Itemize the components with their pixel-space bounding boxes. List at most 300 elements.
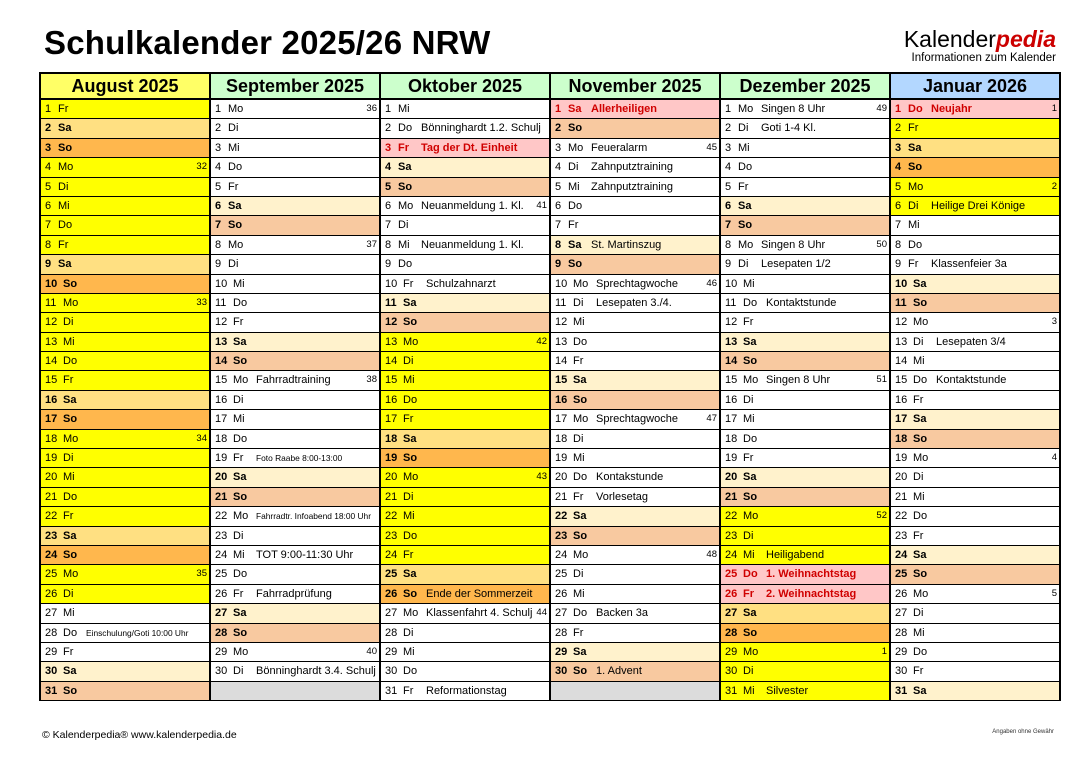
day-row [41, 216, 209, 235]
day-number: 4 [895, 161, 902, 174]
day-number: 18 [555, 432, 568, 445]
day-number: 25 [215, 568, 228, 581]
day-number: 23 [555, 529, 568, 542]
weekday: Fr [233, 452, 244, 465]
day-label [385, 391, 417, 409]
day-row [551, 468, 719, 487]
day-number: 4 [555, 161, 562, 174]
day-number: 3 [895, 141, 902, 154]
day-label [385, 197, 413, 215]
day-row [41, 139, 209, 158]
weekday: Mi [63, 471, 75, 484]
day-row [41, 546, 209, 565]
day-number: 27 [895, 607, 908, 620]
day-label [45, 624, 77, 642]
event-label: Zahnputztraining [591, 180, 673, 193]
day-row [721, 604, 889, 623]
day-row [41, 255, 209, 274]
weekday: Mi [743, 548, 755, 561]
month-column [211, 74, 381, 701]
day-row [551, 275, 719, 294]
day-label [45, 313, 73, 331]
day-number: 9 [895, 258, 902, 271]
day-number: 15 [215, 374, 228, 387]
day-number: 24 [45, 548, 58, 561]
day-label [385, 449, 417, 467]
day-label [725, 391, 753, 409]
day-row [211, 313, 379, 332]
weekday: Di [403, 355, 414, 368]
day-row [211, 643, 379, 662]
weekday: Fr [403, 413, 414, 426]
weekday: Mo [573, 548, 589, 561]
day-row [891, 624, 1059, 643]
day-label [895, 119, 918, 137]
day-number: 7 [555, 219, 562, 232]
day-row [891, 565, 1059, 584]
weekday: Mo [738, 238, 754, 251]
weekday: Mi [573, 452, 585, 465]
day-row [891, 468, 1059, 487]
day-label [725, 507, 758, 525]
day-row [381, 410, 549, 429]
day-number: 27 [215, 607, 228, 620]
day-row [211, 294, 379, 313]
empty-day-cell [211, 682, 379, 701]
day-label [215, 468, 246, 486]
weekday: Di [398, 219, 409, 232]
weekday: Sa [398, 161, 412, 174]
day-label [555, 119, 582, 137]
day-row [211, 468, 379, 487]
weekday: Mi [63, 335, 75, 348]
day-label [725, 604, 756, 622]
day-number: 9 [45, 258, 52, 271]
weekday: Sa [403, 296, 417, 309]
day-label [45, 294, 78, 312]
day-number: 18 [45, 432, 58, 445]
day-row [721, 119, 889, 138]
weekday: Sa [58, 258, 72, 271]
day-number: 6 [385, 199, 392, 212]
day-label [725, 294, 757, 312]
day-label [215, 294, 247, 312]
day-label [555, 410, 588, 428]
day-row [381, 119, 549, 138]
day-row [211, 371, 379, 390]
day-label [895, 371, 927, 389]
day-number: 30 [45, 665, 58, 678]
weekday: Fr [233, 587, 244, 600]
day-row [551, 158, 719, 177]
day-number: 22 [215, 510, 228, 523]
day-label [385, 624, 413, 642]
day-number: 24 [385, 548, 398, 561]
event-label: St. Martinszug [591, 238, 662, 251]
day-label [555, 643, 586, 661]
weekday: Fr [228, 180, 239, 193]
day-number: 4 [385, 161, 392, 174]
day-label [45, 333, 75, 351]
day-number: 10 [215, 277, 228, 290]
event-label: TOT 9:00-11:30 Uhr [256, 548, 354, 561]
day-label [215, 119, 238, 137]
event-label: Klassenfahrt 4. Schulj [426, 607, 533, 620]
day-label [725, 449, 753, 467]
day-row [891, 662, 1059, 681]
day-row [551, 624, 719, 643]
weekday: Fr [913, 393, 924, 406]
weekday: Do [913, 645, 928, 658]
weekday: Di [913, 471, 924, 484]
weekday: Fr [63, 510, 74, 523]
weekday: Sa [913, 684, 927, 697]
day-row [41, 313, 209, 332]
day-label [555, 100, 581, 118]
weekday: So [63, 277, 78, 290]
weekday: So [233, 626, 248, 639]
day-number: 28 [895, 626, 908, 639]
day-number: 10 [895, 277, 908, 290]
day-number: 7 [895, 219, 902, 232]
weekday: Sa [233, 335, 247, 348]
day-number: 31 [725, 684, 738, 697]
day-row [551, 643, 719, 662]
day-number: 13 [555, 335, 568, 348]
day-row [551, 333, 719, 352]
day-number: 27 [555, 607, 568, 620]
weekday: Mo [913, 316, 929, 329]
day-number: 11 [895, 296, 907, 309]
day-number: 29 [555, 645, 568, 658]
day-row [891, 178, 1059, 197]
day-row [721, 255, 889, 274]
day-number: 30 [215, 665, 228, 678]
day-row [211, 449, 379, 468]
footer-copyright: © Kalenderpedia® www.kalenderpedia.de [42, 729, 237, 741]
day-row [41, 119, 209, 138]
day-label [725, 255, 748, 273]
event-label: Einschulung/Goti 10:00 Uhr [86, 627, 189, 638]
event-label: Zahnputztraining [591, 161, 673, 174]
day-row [551, 294, 719, 313]
day-number: 17 [895, 413, 908, 426]
week-number: 2 [1051, 180, 1057, 192]
weekday: So [743, 355, 758, 368]
day-row [41, 468, 209, 487]
month-header: November 2025 [551, 74, 719, 100]
day-row [551, 216, 719, 235]
day-label [895, 216, 920, 234]
day-row [211, 624, 379, 643]
day-label [895, 565, 927, 583]
day-number: 30 [385, 665, 398, 678]
day-label [215, 216, 242, 234]
weekday: Do [228, 161, 243, 174]
day-row [721, 139, 889, 158]
day-number: 26 [555, 587, 568, 600]
day-row [211, 139, 379, 158]
day-number: 16 [45, 393, 58, 406]
day-label [215, 313, 243, 331]
day-label [725, 565, 758, 583]
day-row [381, 624, 549, 643]
day-number: 9 [555, 258, 562, 271]
month-column [41, 74, 211, 701]
day-label [385, 371, 415, 389]
day-label [725, 275, 755, 293]
day-label [215, 662, 243, 680]
day-number: 28 [725, 626, 738, 639]
day-row [41, 449, 209, 468]
day-label [385, 643, 415, 661]
day-number: 5 [725, 180, 732, 193]
day-number: 8 [215, 238, 222, 251]
day-label [895, 275, 926, 293]
day-row [891, 527, 1059, 546]
day-number: 6 [725, 199, 732, 212]
day-row [891, 430, 1059, 449]
day-row [211, 333, 379, 352]
day-row [721, 410, 889, 429]
day-number: 29 [385, 645, 398, 658]
weekday: Di [233, 665, 244, 678]
day-label [555, 178, 580, 196]
day-number: 17 [725, 413, 738, 426]
week-number: 4 [1051, 452, 1057, 464]
weekday: Mi [398, 238, 410, 251]
weekday: Di [63, 452, 74, 465]
day-row [381, 662, 549, 681]
day-number: 16 [215, 393, 228, 406]
day-row [891, 371, 1059, 390]
weekday: Sa [63, 529, 77, 542]
weekday: So [233, 490, 248, 503]
event-label: Foto Raabe 8:00-13:00 [256, 453, 343, 464]
weekday: Mo [403, 471, 419, 484]
day-row [381, 585, 549, 604]
day-row [41, 682, 209, 701]
weekday: Fr [908, 122, 919, 135]
day-row [551, 391, 719, 410]
day-number: 19 [215, 452, 228, 465]
week-number: 40 [366, 645, 377, 657]
day-label [725, 643, 758, 661]
day-number: 11 [385, 296, 397, 309]
day-label [895, 333, 923, 351]
weekday: Sa [233, 471, 247, 484]
day-row [721, 313, 889, 332]
day-number: 30 [555, 665, 568, 678]
weekday: So [908, 161, 923, 174]
day-number: 21 [385, 490, 398, 503]
day-row [721, 275, 889, 294]
week-number: 46 [706, 277, 717, 289]
event-label: Schulzahnarzt [426, 277, 496, 290]
weekday: So [398, 180, 413, 193]
day-number: 20 [725, 471, 738, 484]
weekday: Mo [63, 568, 79, 581]
weekday: Mi [913, 355, 925, 368]
day-label [895, 158, 922, 176]
weekday: Do [233, 296, 248, 309]
day-label [215, 197, 241, 215]
weekday: Fr [913, 529, 924, 542]
weekday: Di [573, 432, 584, 445]
weekday: Sa [568, 103, 582, 115]
day-label [725, 468, 756, 486]
day-number: 2 [215, 122, 222, 135]
weekday: Do [398, 258, 413, 271]
day-label [555, 507, 586, 525]
day-number: 24 [895, 548, 908, 561]
day-label [555, 585, 585, 603]
day-number: 12 [385, 316, 398, 329]
day-row [211, 119, 379, 138]
day-number: 6 [895, 199, 902, 212]
day-row [381, 546, 549, 565]
day-row [551, 488, 719, 507]
brand-logo[interactable] [904, 26, 1056, 65]
day-number: 10 [385, 277, 398, 290]
day-label [895, 468, 923, 486]
weekday: Fr [568, 219, 579, 232]
day-label [45, 662, 76, 680]
day-number: 23 [725, 529, 738, 542]
day-number: 20 [215, 471, 228, 484]
day-label [385, 468, 418, 486]
day-row [381, 178, 549, 197]
day-row [551, 197, 719, 216]
weekday: Di [228, 258, 239, 271]
day-row [721, 585, 889, 604]
day-row [381, 565, 549, 584]
weekday: Fr [573, 490, 584, 503]
weekday: Fr [398, 141, 409, 154]
day-number: 15 [895, 374, 908, 387]
day-row [891, 449, 1059, 468]
day-number: 19 [895, 452, 908, 465]
day-row [381, 468, 549, 487]
weekday: Mo [233, 374, 249, 387]
weekday: So [743, 490, 758, 503]
weekday: Mi [743, 413, 755, 426]
day-row [211, 197, 379, 216]
day-row [891, 391, 1059, 410]
day-label [555, 294, 583, 312]
weekday: Do [63, 490, 78, 503]
day-label [895, 410, 926, 428]
day-number: 4 [215, 161, 222, 174]
day-row [721, 507, 889, 526]
day-row [891, 604, 1059, 623]
month-column [891, 74, 1061, 701]
day-number: 27 [385, 607, 398, 620]
day-row [891, 119, 1059, 138]
day-label [895, 604, 923, 622]
day-label [385, 294, 416, 312]
weekday: Mo [743, 374, 759, 387]
day-label [895, 313, 928, 331]
day-label [555, 527, 587, 545]
weekday: Fr [403, 277, 414, 290]
day-number: 13 [895, 335, 908, 348]
weekday: Mo [233, 510, 249, 523]
weekday: Sa [63, 665, 77, 678]
day-number: 9 [385, 258, 392, 271]
weekday: Do [908, 103, 923, 115]
week-number: 41 [536, 199, 547, 211]
day-number: 2 [555, 122, 562, 135]
day-label [45, 449, 73, 467]
event-label: Goti 1-4 Kl. [761, 122, 817, 135]
day-number: 10 [555, 277, 568, 290]
day-label [45, 197, 70, 215]
day-number: 25 [555, 568, 568, 581]
week-number: 1 [881, 645, 887, 657]
day-number: 29 [895, 645, 908, 658]
day-number: 21 [895, 490, 908, 503]
day-row [551, 604, 719, 623]
weekday: Mo [913, 452, 929, 465]
weekday: Fr [913, 665, 924, 678]
day-label [215, 604, 246, 622]
weekday: Mi [58, 199, 70, 212]
day-row [381, 139, 549, 158]
day-label [895, 352, 925, 370]
day-number: 22 [45, 510, 58, 523]
day-label [555, 546, 588, 564]
day-label [895, 546, 926, 564]
day-label [895, 449, 928, 467]
event-label: Heilige Drei Könige [931, 199, 1026, 212]
day-label [45, 468, 75, 486]
day-row [551, 255, 719, 274]
day-number: 22 [895, 510, 908, 523]
day-row [381, 313, 549, 332]
day-label [385, 527, 417, 545]
day-number: 18 [385, 432, 398, 445]
day-label [725, 100, 753, 118]
weekday: Mi [568, 180, 580, 193]
empty-day-cell [551, 682, 719, 701]
weekday: Do [573, 471, 588, 484]
day-number: 30 [725, 665, 738, 678]
day-label [385, 100, 410, 118]
day-number: 17 [555, 413, 568, 426]
day-label [555, 604, 587, 622]
month-header: Dezember 2025 [721, 74, 889, 100]
day-number: 15 [385, 374, 398, 387]
weekday: Mi [743, 277, 755, 290]
weekday: Do [403, 529, 418, 542]
day-number: 11 [725, 296, 737, 309]
day-label [555, 216, 578, 234]
day-row [891, 410, 1059, 429]
day-number: 11 [215, 296, 227, 309]
weekday: Mo [573, 277, 589, 290]
month-header: Januar 2026 [891, 74, 1059, 100]
weekday: Mo [908, 180, 924, 193]
day-row [891, 488, 1059, 507]
day-label [385, 352, 413, 370]
day-number: 20 [895, 471, 908, 484]
event-label: Heiligabend [766, 548, 825, 561]
day-row [211, 391, 379, 410]
day-number: 31 [385, 684, 398, 697]
day-label [895, 488, 925, 506]
day-row [721, 488, 889, 507]
